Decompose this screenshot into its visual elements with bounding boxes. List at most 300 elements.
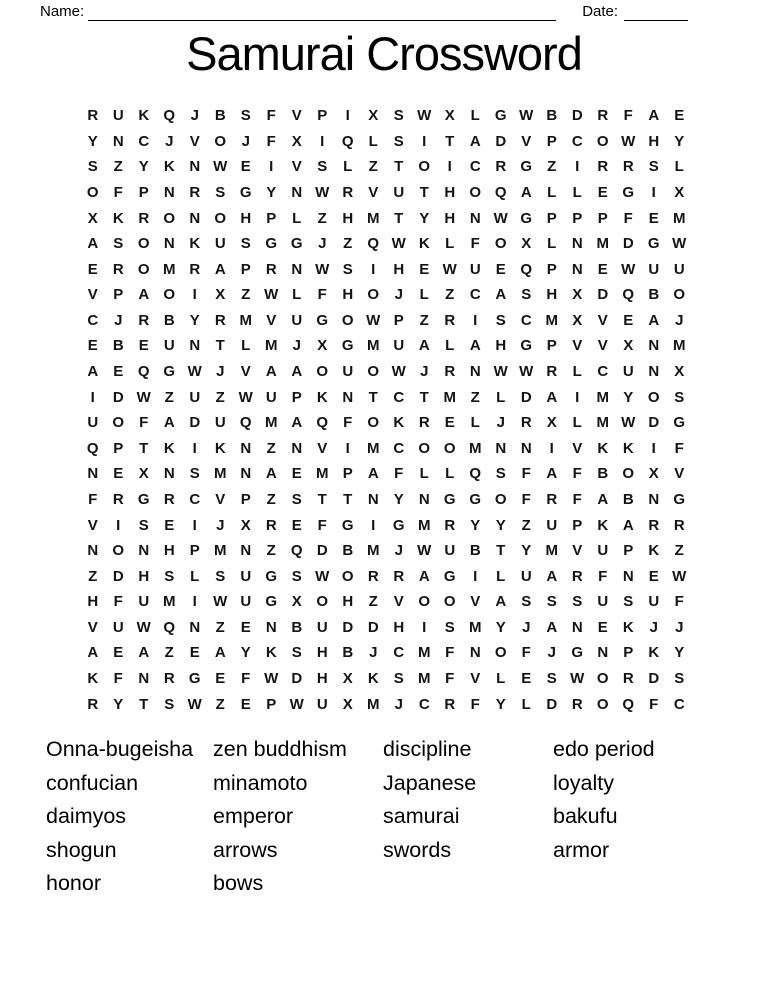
grid-cell: A [87,363,99,381]
grid-cell: H [444,209,456,227]
grid-cell: S [623,593,634,611]
grid-cell: T [368,388,378,406]
grid-cell: K [316,388,328,406]
grid-cell: P [572,209,583,227]
grid-cell: W [672,235,687,253]
grid-cell: L [292,286,302,304]
grid-cell: M [316,465,329,483]
grid-cell: L [445,235,455,253]
grid-cell: M [265,414,278,432]
grid-cell: Q [163,618,176,636]
grid-cell: R [138,209,150,227]
grid-cell: E [597,184,608,202]
grid-cell: M [239,311,252,329]
grid-cell: M [596,235,609,253]
grid-cell: A [214,260,226,278]
grid-cell: M [673,209,686,227]
grid-cell: G [265,593,278,611]
grid-cell: U [87,414,99,432]
grid-cell: P [572,516,583,534]
grid-cell: S [444,618,455,636]
grid-cell: R [444,311,456,329]
grid-cell: D [571,107,583,125]
word-list-item: swords [383,837,452,862]
grid-cell: C [189,490,201,508]
grid-cell: J [420,363,429,381]
grid-cell: N [87,542,99,560]
grid-cell: X [342,670,353,687]
grid-cell: D [112,567,124,585]
grid-cell: U [520,567,532,585]
grid-cell: A [138,644,150,662]
grid-cell: C [469,286,481,304]
grid-cell: I [192,286,197,304]
date-blank-line [624,3,688,21]
grid-cell: Z [317,209,327,227]
grid-cell: V [317,439,328,457]
grid-cell: Y [189,311,200,329]
grid-cell: N [648,490,660,508]
grid-cell: N [418,490,430,508]
grid-cell: N [87,465,99,483]
grid-cell: J [114,311,123,329]
grid-cell: A [265,465,277,483]
grid-cell: E [189,644,200,662]
grid-cell: R [418,414,430,432]
grid-cell: Y [521,542,532,560]
grid-cell: O [596,695,609,713]
grid-cell: U [546,516,558,534]
grid-cell: Q [341,132,354,150]
grid-cell: E [87,337,98,355]
grid-cell: E [648,209,659,227]
grid-cell: A [418,337,430,355]
grid-cell: R [673,516,685,534]
grid-cell: A [214,644,226,662]
grid-cell: H [444,184,456,202]
grid-cell: M [367,695,380,713]
grid-cell: P [240,260,251,278]
grid-cell: H [342,209,354,227]
grid-cell: Q [520,260,533,278]
grid-cell: F [598,567,608,585]
grid-cell: A [648,107,660,125]
grid-cell: Y [266,184,277,202]
grid-cell: L [674,158,684,176]
grid-cell: E [291,465,302,483]
grid-cell: H [240,209,252,227]
grid-cell: B [648,286,660,304]
grid-cell: H [87,593,99,611]
grid-cell: F [343,414,353,432]
grid-cell: V [521,132,532,150]
grid-cell: P [113,439,124,457]
grid-cell: D [112,388,124,406]
word-search-grid [80,103,692,717]
word-list-item: edo period [553,737,655,761]
grid-cell: S [291,567,302,585]
grid-cell: A [546,465,558,483]
grid-cell: V [266,311,277,329]
grid-cell: I [651,439,656,457]
grid-cell: G [341,337,354,355]
grid-cell: I [116,516,121,534]
grid-cell: G [571,644,584,662]
grid-cell: Z [215,388,225,406]
grid-cell: Y [87,132,98,150]
grid-cell: W [136,388,151,406]
grid-cell: M [367,439,380,457]
grid-cell: E [419,260,430,278]
grid-cell: O [214,132,227,150]
grid-cell: R [214,311,226,329]
grid-cell: X [572,286,583,304]
grid-cell: L [496,567,506,585]
grid-cell: M [163,593,176,611]
grid-cell: A [87,235,99,253]
grid-cell: E [87,260,98,278]
header-row [40,2,700,21]
grid-cell: P [546,132,557,150]
grid-cell: J [394,542,403,560]
grid-cell: B [214,107,226,125]
grid-cell: V [470,670,481,687]
grid-cell: R [265,260,277,278]
grid-cell: Q [316,414,329,432]
grid-cell: L [547,235,557,253]
grid-cell: J [318,235,327,253]
grid-cell: N [291,439,303,457]
grid-cell: O [469,184,482,202]
grid-cell: Z [215,618,225,636]
grid-cell: W [417,107,432,125]
grid-cell: G [239,184,252,202]
grid-cell: Q [622,286,635,304]
grid-cell: V [572,439,583,457]
grid-cell: H [393,260,405,278]
grid-cell: A [138,286,150,304]
grid-cell: U [138,593,150,611]
grid-cell: S [572,593,583,611]
grid-cell: U [316,618,328,636]
grid-cell: X [674,363,685,381]
grid-cell: I [192,439,197,457]
grid-cell: T [496,542,506,560]
grid-cell: Z [368,593,378,611]
grid-cell: B [597,465,609,483]
grid-cell: S [113,235,124,253]
grid-cell: P [546,260,557,278]
grid-cell: N [597,644,609,662]
grid-cell: X [317,337,328,355]
grid-cell: B [163,311,175,329]
grid-cell: R [546,490,558,508]
grid-cell: H [138,567,150,585]
grid-cell: E [674,107,685,125]
grid-cell: D [367,618,379,636]
grid-cell: Q [622,695,635,713]
grid-cell: I [447,158,452,176]
grid-cell: V [597,337,608,355]
grid-cell: R [622,158,634,176]
grid-cell: P [266,209,277,227]
grid-cell: R [597,158,609,176]
grid-cell: G [469,490,482,508]
grid-cell: Q [494,184,507,202]
grid-cell: N [163,465,175,483]
grid-cell: C [571,132,583,150]
grid-cell: T [139,695,149,713]
grid-cell: U [189,388,201,406]
grid-cell: J [522,618,531,636]
grid-cell: U [444,542,456,560]
grid-cell: G [443,490,456,508]
grid-cell: L [241,337,251,355]
grid-cell: I [473,311,478,329]
grid-cell: F [521,644,531,662]
grid-cell: G [443,567,456,585]
grid-cell: J [675,618,684,636]
grid-cell: V [87,516,98,534]
grid-cell: Q [239,414,252,432]
grid-cell: R [571,695,583,713]
grid-cell: N [520,439,532,457]
grid-cell: A [163,414,175,432]
grid-cell: S [495,465,506,483]
grid-cell: G [647,235,660,253]
grid-cell: G [673,490,686,508]
grid-cell: I [422,132,427,150]
grid-cell: V [291,158,302,176]
grid-cell: L [419,465,429,483]
grid-cell: U [316,695,328,713]
grid-cell: S [240,235,251,253]
grid-cell: H [316,644,328,662]
grid-cell: N [495,439,507,457]
grid-cell: N [648,363,660,381]
grid-cell: W [264,286,279,304]
grid-cell: F [470,235,480,253]
grid-cell: Q [469,465,482,483]
grid-cell: Y [674,644,685,662]
grid-cell: N [648,337,660,355]
grid-cell: Q [86,439,99,457]
grid-cell: N [622,567,634,585]
grid-cell: Z [266,439,276,457]
grid-cell: W [289,695,304,713]
grid-cell: A [597,490,609,508]
grid-cell: R [189,184,201,202]
grid-cell: O [367,414,380,432]
grid-cell: M [367,337,380,355]
grid-cell: F [317,516,327,534]
grid-cell: V [87,286,98,304]
grid-cell: Z [521,516,531,534]
grid-cell: G [188,670,201,687]
grid-cell: S [674,670,685,687]
grid-cell: Q [137,363,150,381]
grid-cell: W [519,363,534,381]
word-list-item: bakufu [553,804,618,829]
grid-cell: B [546,107,558,125]
grid-cell: Z [547,158,557,176]
grid-cell: I [371,516,376,534]
grid-cell: E [215,670,226,687]
grid-cell: D [597,286,609,304]
grid-cell: I [269,158,274,176]
grid-cell: G [622,184,635,202]
grid-cell: U [597,542,609,560]
grid-cell: T [394,158,404,176]
grid-cell: P [266,695,277,713]
grid-cell: J [547,644,556,662]
grid-cell: R [342,184,354,202]
grid-cell: F [445,670,455,687]
grid-cell: T [139,439,149,457]
grid-cell: V [87,618,98,636]
grid-cell: N [189,158,201,176]
grid-cell: V [215,490,226,508]
grid-cell: M [469,439,482,457]
grid-cell: M [367,209,380,227]
grid-cell: I [575,158,580,176]
grid-cell: K [189,235,201,253]
grid-cell: X [215,286,226,304]
grid-cell: F [241,670,251,687]
grid-cell: P [342,465,353,483]
grid-cell: O [112,542,125,560]
grid-cell: Z [164,388,174,406]
grid-cell: L [292,209,302,227]
grid-cell: O [137,235,150,253]
grid-cell: Z [113,158,123,176]
grid-cell: W [238,388,253,406]
grid-cell: K [393,414,405,432]
grid-cell: W [213,158,228,176]
grid-cell: N [265,618,277,636]
grid-cell: P [623,542,634,560]
word-list-item: Onna-bugeisha [46,737,194,761]
grid-cell: F [139,414,149,432]
grid-cell: C [469,158,481,176]
grid-cell: M [673,337,686,355]
grid-cell: F [113,670,123,687]
grid-cell: U [648,593,660,611]
grid-cell: W [315,260,330,278]
grid-cell: M [545,542,558,560]
grid-cell: S [393,107,404,125]
word-list-column [213,733,383,901]
grid-cell: E [113,363,124,381]
grid-cell: R [597,107,609,125]
grid-cell: S [521,593,532,611]
grid-cell: X [444,107,455,125]
grid-cell: E [138,337,149,355]
grid-cell: L [419,286,429,304]
grid-cell: E [597,260,608,278]
grid-cell: V [674,465,685,483]
grid-cell: M [545,311,558,329]
grid-cell: C [393,439,405,457]
grid-cell: V [368,184,379,202]
grid-cell: Y [495,516,506,534]
grid-cell: M [214,465,227,483]
grid-cell: R [393,567,405,585]
word-list-item: honor [46,871,101,896]
grid-cell: X [342,695,353,713]
grid-cell: R [189,260,201,278]
grid-cell: O [673,286,686,304]
grid-cell: C [87,311,99,329]
word-list-item: confucian [46,770,139,795]
grid-cell: O [214,209,227,227]
grid-cell: E [240,618,251,636]
grid-cell: D [189,414,201,432]
grid-cell: G [520,337,533,355]
grid-cell: K [648,644,660,662]
grid-cell: R [444,516,456,534]
grid-cell: D [291,670,303,687]
grid-cell: F [317,286,327,304]
grid-cell: T [215,337,225,355]
word-list-item: loyalty [553,770,614,795]
grid-cell: R [571,567,583,585]
grid-cell: B [342,644,354,662]
grid-cell: R [444,363,456,381]
grid-cell: X [138,465,149,483]
grid-cell: U [163,337,175,355]
grid-cell: M [418,516,431,534]
grid-cell: D [546,695,558,713]
grid-cell: Q [290,542,303,560]
grid-cell: W [366,311,381,329]
grid-cell: D [342,618,354,636]
grid-cell: W [570,670,585,687]
grid-cell: G [137,490,150,508]
grid-cell: N [571,235,583,253]
grid-cell: I [549,439,554,457]
grid-cell: X [291,593,302,611]
grid-cell: N [367,490,379,508]
grid-cell: P [623,644,634,662]
grid-cell: O [137,260,150,278]
grid-cell: O [647,388,660,406]
grid-cell: W [621,260,636,278]
grid-cell: L [470,414,480,432]
grid-cell: J [216,516,225,534]
grid-cell: A [291,414,303,432]
grid-cell: E [164,516,175,534]
grid-cell: A [87,644,99,662]
grid-cell: R [444,695,456,713]
grid-cell: I [192,516,197,534]
grid-cell: R [87,695,99,713]
grid-cell: V [470,593,481,611]
grid-cell: W [621,132,636,150]
grid-cell: O [443,439,456,457]
grid-cell: Z [266,542,276,560]
grid-cell: K [622,618,634,636]
grid-cell: N [112,132,124,150]
grid-cell: F [649,695,659,713]
grid-cell: N [291,260,303,278]
grid-cell: P [138,184,149,202]
grid-cell: J [190,107,199,125]
grid-cell: X [623,337,634,355]
grid-cell: V [572,542,583,560]
grid-cell: B [622,490,634,508]
grid-cell: V [572,337,583,355]
